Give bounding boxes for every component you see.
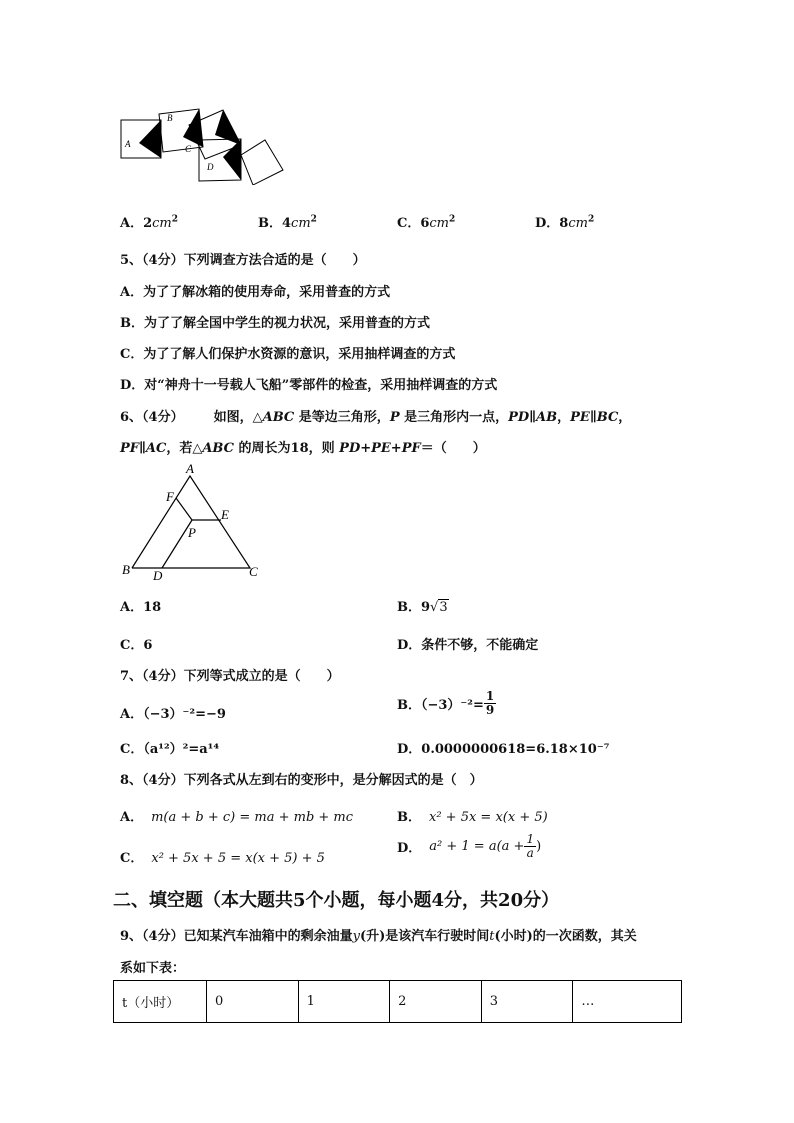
q6-option-d[interactable]: D．条件不够，不能确定 (397, 638, 539, 653)
table-cell: 0 (207, 981, 299, 1023)
q8-option-b[interactable]: B． x² + 5x = x(x + 5) (397, 810, 548, 825)
table-header-cell: t（小时） (114, 981, 207, 1023)
table-cell: … (573, 981, 682, 1023)
q7-option-c[interactable]: C．（a¹²）²=a¹⁴ (120, 742, 220, 757)
q6-option-a[interactable]: A．18 (120, 600, 162, 615)
q7-option-a[interactable]: A．（−3）⁻²=−9 (120, 707, 226, 722)
fig-label-c: C (249, 564, 258, 579)
table-cell: 3 (481, 981, 573, 1023)
q7-b-fraction: $\frac{1}{9}$ (485, 689, 495, 717)
q8-option-d[interactable]: D． a² + 1 = a(a + $\frac{1}{a}$ ) (397, 832, 542, 860)
q8-option-c[interactable]: C． x² + 5x + 5 = x(x + 5) + 5 (120, 851, 325, 866)
q4-option-b[interactable]: B．$4cm^2$ (258, 214, 317, 231)
q9-stem-line2: 系如下表： (120, 961, 186, 976)
fig-label-a: A (186, 461, 194, 476)
q9-stem-line1: 9、（4分）已知某汽车油箱中的剩余油量y(升)是该汽车行驶时间t(小时)的一次函数，其关 (120, 929, 637, 944)
triangle-figure (118, 460, 268, 585)
fig-label-f: F (166, 489, 174, 504)
q8-stem: 8、（4分）下列各式从左到右的变形中，是分解因式的是（ ） (120, 773, 483, 788)
square-label-c: C (185, 144, 192, 154)
square-label-a: A (125, 139, 131, 149)
squares-figure (115, 95, 290, 185)
table-cell: 2 (390, 981, 482, 1023)
q8-d-fraction: $\frac{1}{a}$ (526, 832, 535, 860)
q4-option-a[interactable]: A．$2cm^2$ (120, 214, 179, 231)
q4-option-c[interactable]: C．$6cm^2$ (397, 214, 456, 231)
q7-option-b[interactable]: B．（−3）⁻²= $\frac{1}{9}$ (397, 689, 495, 717)
q7-option-d[interactable]: D．0.0000000618=6.18×10⁻⁷ (397, 742, 610, 757)
q6-option-c[interactable]: C．6 (120, 638, 153, 653)
q4-option-d[interactable]: D．$8cm^2$ (535, 214, 595, 231)
square-label-d: D (207, 162, 214, 172)
q5-option-a[interactable]: A．为了了解冰箱的使用寿命，采用普查的方式 (120, 285, 391, 300)
section-title: 二、填空题（本大题共5个小题，每小题4分，共20分） (113, 890, 560, 911)
table-cell: 1 (298, 981, 390, 1023)
fig-label-d: D (153, 568, 163, 583)
q5-stem: 5、（4分）下列调查方法合适的是（ ） (120, 253, 366, 268)
q8-option-a[interactable]: A． m(a + b + c) = ma + mb + mc (120, 810, 354, 825)
table-row (114, 981, 682, 1023)
q5-option-d[interactable]: D．对“神舟十一号载人飞船”零部件的检查，采用抽样调查的方式 (120, 378, 498, 393)
fig-label-b: B (122, 562, 130, 577)
q9-table (113, 980, 682, 1023)
q6-option-b[interactable]: B．9√3 (397, 600, 448, 615)
q5-option-b[interactable]: B．为了了解全国中学生的视力状况，采用普查的方式 (120, 316, 430, 331)
q7-stem: 7、（4分）下列等式成立的是（ ） (120, 669, 340, 684)
square-label-b: B (167, 113, 173, 123)
q6-stem-line1: 6、（4分） 如图，△ABC 是等边三角形，P 是三角形内一点，PD∥AB，PE∥BC， (120, 410, 632, 425)
fig-label-p: P (188, 525, 196, 540)
q5-option-c[interactable]: C．为了了解人们保护水资源的意识，采用抽样调查的方式 (120, 347, 456, 362)
fig-label-e: E (221, 507, 229, 522)
q6-stem-line2: PF∥AC，若△ABC 的周长为18，则 PD+PE+PF＝（ ） (120, 441, 486, 456)
